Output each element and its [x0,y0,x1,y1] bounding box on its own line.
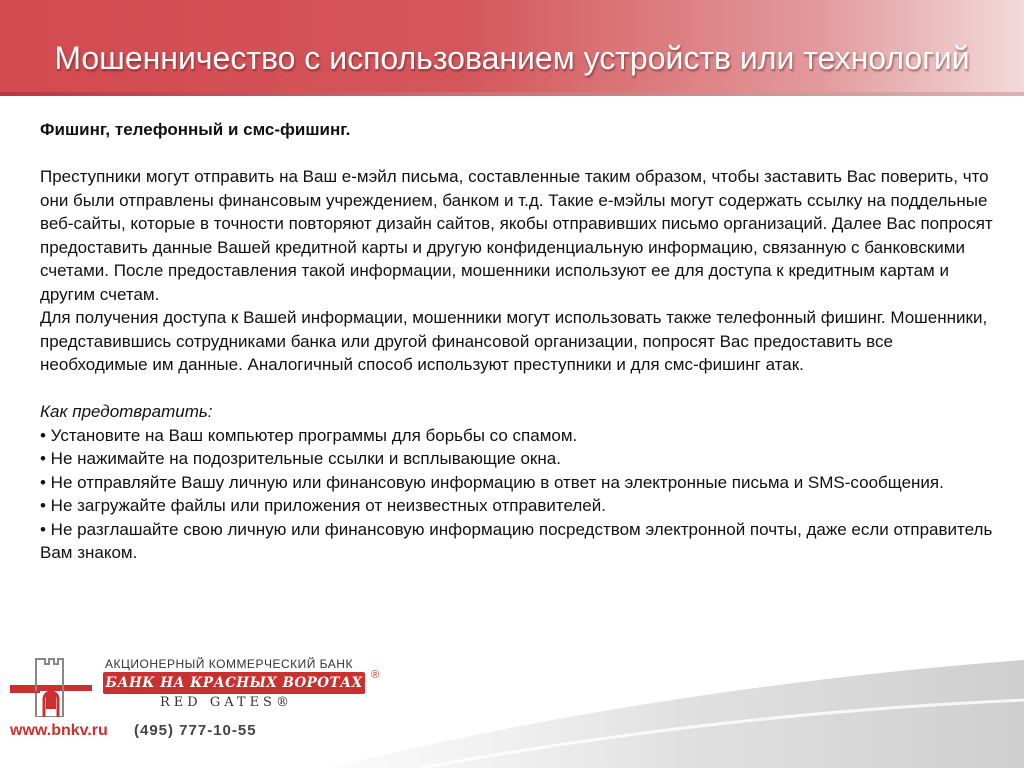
slide-content [40,118,995,565]
bank-descriptor: АКЦИОНЕРНЫЙ КОММЕРЧЕСКИЙ БАНК [105,657,353,671]
red-gates-tower-icon [10,655,92,717]
bank-name-banner [103,672,365,694]
prevention-heading: Как предотвратить: [40,402,213,421]
bullet-item: • Не нажимайте на подозрительные ссылки и всплывающие окна. [40,449,561,468]
bullet-item: • Установите на Ваш компьютер программы для борьбы со спамом. [40,425,578,445]
bullet-item: • Не отправляйте Вашу личную или финансовую информацию в ответ на электронные письма и SMS-сообщения. [40,472,944,492]
slide-header [0,0,1024,96]
bank-website: www.bnkv.ru [10,722,108,739]
bullet-item: • Не загружайте файлы или приложения от неизвестных отправителей. [40,496,606,515]
slide-title: Мошенничество с использованием устройств или технологий [54,40,970,76]
spacer [40,377,995,401]
paragraph-phone-phishing: Для получения доступа к Вашей информации, мошенники могут использовать также телефонный фишинг. Мошенники, представившись сотрудниками банка или другой финансовой организации, попросят Вас предоставить все необходимые им данные. Аналогичный способ используют преступники и для смс-фишинг атак. [40,308,988,374]
section-subtitle: Фишинг, телефонный и смс-фишинг. [40,120,351,139]
bullet-item: • Не разглашайте свою личную или финансовую информацию посредством электронной почты, даже если отправитель Вам знаком. [40,519,993,562]
paragraph-email-phishing: Преступники могут отправить на Ваш е-мэйл письма, составленные таким образом, чтобы заставить Вас поверить, что они были отправлены финансовым учреждением, банком и т.д. Такие е-мэйлы могут содержать ссылку на поддельные веб-сайты, которые в точности повторяют дизайн сайтов, якобы отправивших письмо организаций. Далее Вас попросят предоставить данные Вашей кредитной карты и другую конфиденциальную информацию, связанную с банковскими счетами. После предоставления такой информации, мошенники используют ее для доступа к кредитным картам и другим счетам. [40,167,993,304]
bank-name-latin: RED GATES® [160,695,293,710]
bank-phone: (495) 777-10-55 [134,722,257,739]
bank-name: БАНК НА КРАСНЫХ ВОРОТАХ [105,675,363,691]
registered-mark: ® [371,669,380,681]
spacer [40,142,995,166]
